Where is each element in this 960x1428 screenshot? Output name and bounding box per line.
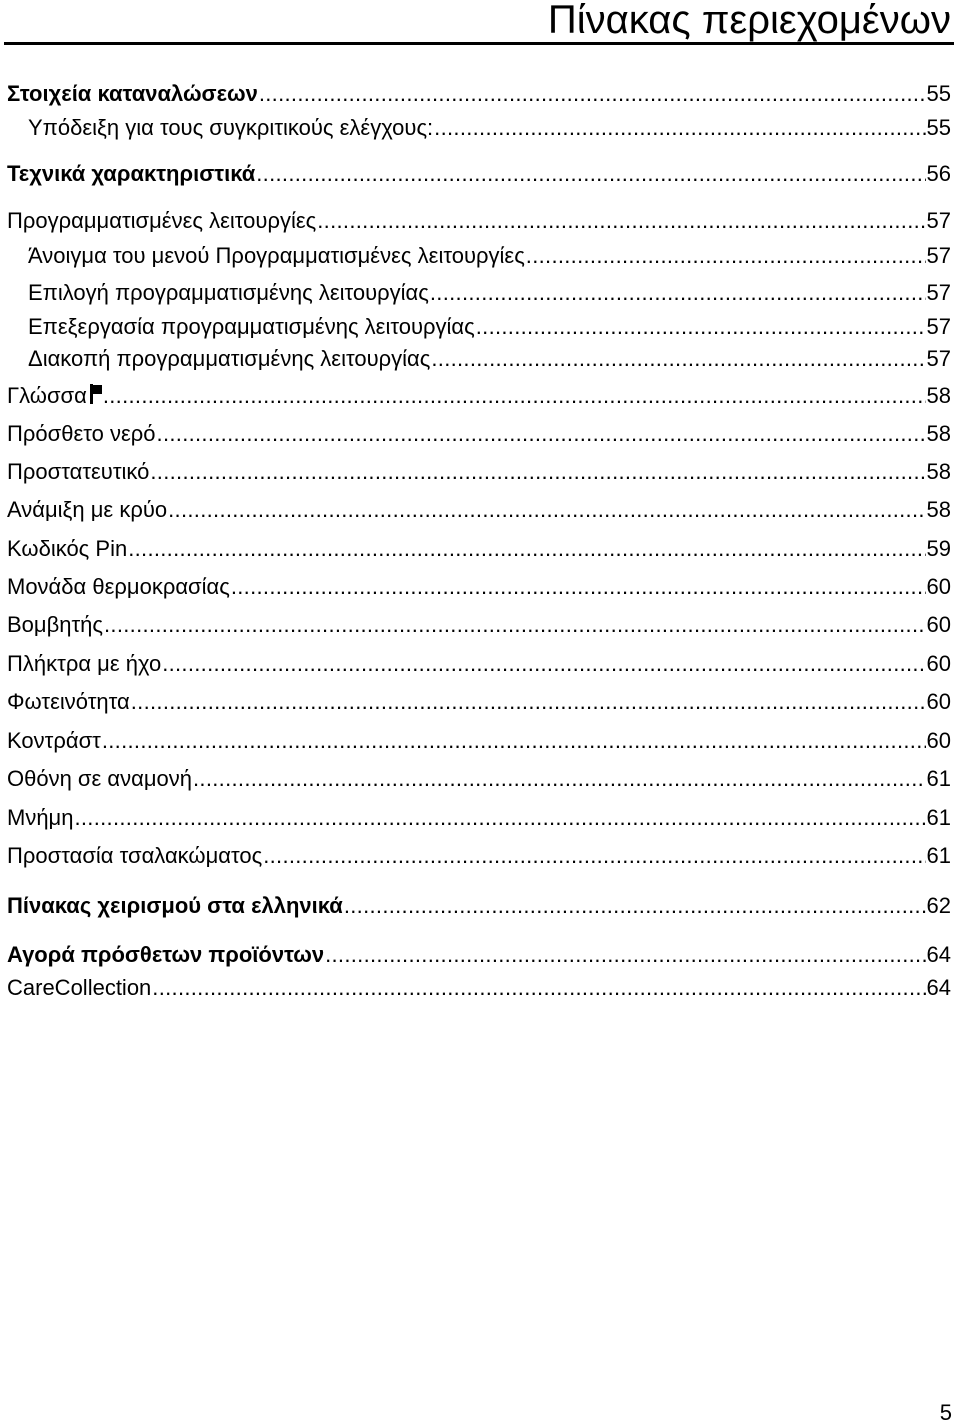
toc-entry-label: Πίνακας χειρισμού στα ελληνικά [7,893,343,918]
toc-entry-temperature-unit[interactable] [7,574,951,600]
toc-entry-label: Στοιχεία καταναλώσεων [7,81,258,106]
toc-dot-leader [434,115,925,141]
toc-entry-crease-guard[interactable] [7,843,951,869]
toc-page-number: 62 [926,893,951,918]
toc-page-number: 60 [926,651,951,676]
toc-dot-leader [263,843,925,869]
toc-entry-comparison-tests-note[interactable] [7,115,951,141]
toc-page-number: 57 [926,208,951,233]
toc-page-number: 57 [926,280,951,305]
toc-page-number: 58 [926,383,951,408]
toc-dot-leader [231,574,926,600]
toc-entry-language[interactable] [7,383,951,409]
toc-entry-stop-programmed-function[interactable] [7,346,951,372]
toc-entry-label: Φωτεινότητα [7,689,130,714]
toc-dot-leader [150,459,925,485]
toc-page-number: 58 [926,459,951,484]
toc-page-number: 58 [926,497,951,522]
toc-dot-leader [325,942,925,968]
toc-entry-label: Οθόνη σε αναμονή [7,766,193,791]
toc-page-number: 64 [926,975,951,1000]
toc-entry-label: Υπόδειξη για τους συγκριτικούς ελέγχους: [28,115,434,140]
toc-entry-label: Προστατευτικό [7,459,150,484]
toc-page-number: 59 [926,536,951,561]
toc-dot-leader [256,161,925,187]
toc-dot-leader [162,651,925,677]
flag-icon [90,384,102,404]
toc-dot-leader [103,383,926,409]
toc-entry-open-programmed-functions-menu[interactable] [7,243,951,269]
toc-entry-label: Τεχνικά χαρακτηριστικά [7,161,256,186]
toc-entry-buy-additional-products[interactable] [7,942,951,968]
toc-entry-standby-display[interactable] [7,766,951,792]
toc-page-number: 57 [926,346,951,371]
toc-dot-leader [168,497,925,523]
toc-entry-edit-programmed-function[interactable] [7,314,951,340]
toc-dot-leader [128,536,925,562]
toc-entry-programmed-functions[interactable] [7,208,951,234]
toc-page-number: 58 [926,421,951,446]
toc-dot-leader [104,612,926,638]
toc-dot-leader [193,766,926,792]
toc-entry-label: Προστασία τσαλακώματος [7,843,263,868]
toc-page-number: 60 [926,612,951,637]
toc-dot-leader [131,689,926,715]
toc-page-number: 55 [926,115,951,140]
toc-page-number: 60 [926,728,951,753]
toc-dot-leader [152,975,925,1001]
toc-entry-label-text: Γλώσσα [7,383,87,408]
toc-entry-label: Επιλογή προγραμματισμένης λειτουργίας [28,280,429,305]
toc-page-number: 56 [926,161,951,186]
toc-dot-leader [430,280,926,306]
toc-entry-label: Άνοιγμα του μενού Προγραμματισμένες λειτουργίες [28,243,525,268]
page-number: 5 [939,1400,952,1425]
toc-entry-carecollection[interactable] [7,975,951,1001]
page-title: Πίνακας περιεχομένων [547,0,951,42]
toc-dot-leader [157,421,926,447]
toc-entry-label: Αγορά πρόσθετων προϊόντων [7,942,325,967]
toc-entry-label: Πρόσθετο νερό [7,421,156,446]
toc-entry-additional-water[interactable] [7,421,951,447]
toc-dot-leader [344,893,926,919]
toc-entry-label: CareCollection [7,975,152,1000]
toc-entry-label: Μονάδα θερμοκρασίας [7,574,230,599]
toc-dot-leader [74,805,925,831]
toc-entry-greek-control-panel[interactable] [7,893,951,919]
toc-entry-label: Βομβητής [7,612,104,637]
toc-entry-technical-data[interactable] [7,161,951,187]
toc-entry-pin-code[interactable] [7,536,951,562]
toc-page-number: 55 [926,81,951,106]
toc-entry-label: Προγραμματισμένες λειτουργίες [7,208,317,233]
toc-page-number: 61 [926,766,951,791]
toc-entry-buzzer[interactable] [7,612,951,638]
toc-entry-label: Πλήκτρα με ήχο [7,651,162,676]
toc-page-number: 61 [926,843,951,868]
toc-page-number: 61 [926,805,951,830]
toc-page-number: 64 [926,942,951,967]
toc-entry-consumption-data[interactable] [7,81,951,107]
toc-entry-label [7,383,102,409]
toc-page-number: 60 [926,574,951,599]
toc-entry-label: Διακοπή προγραμματισμένης λειτουργίας [28,346,431,371]
toc-entry-label: Επεξεργασία προγραμματισμένης λειτουργίας [28,314,475,339]
toc-entry-label: Ανάμιξη με κρύο [7,497,168,522]
toc-dot-leader [476,314,926,340]
toc-page-number: 57 [926,243,951,268]
toc-dot-leader [102,728,926,754]
toc-entry-memory[interactable] [7,805,951,831]
toc-entry-select-programmed-function[interactable] [7,280,951,306]
toc-entry-contrast[interactable] [7,728,951,754]
toc-entry-brightness[interactable] [7,689,951,715]
toc-page-number: 57 [926,314,951,339]
toc-dot-leader [526,243,926,269]
toc-entry-label: Μνήμη [7,805,74,830]
toc-entry-cold-mixing[interactable] [7,497,951,523]
toc-entry-protective[interactable] [7,459,951,485]
toc-dot-leader [431,346,925,372]
toc-page-number: 60 [926,689,951,714]
toc-dot-leader [317,208,925,234]
toc-entry-label: Κοντράστ [7,728,101,753]
toc-entry-label: Κωδικός Pin [7,536,128,561]
toc-entry-key-sounds[interactable] [7,651,951,677]
toc-dot-leader [259,81,926,107]
